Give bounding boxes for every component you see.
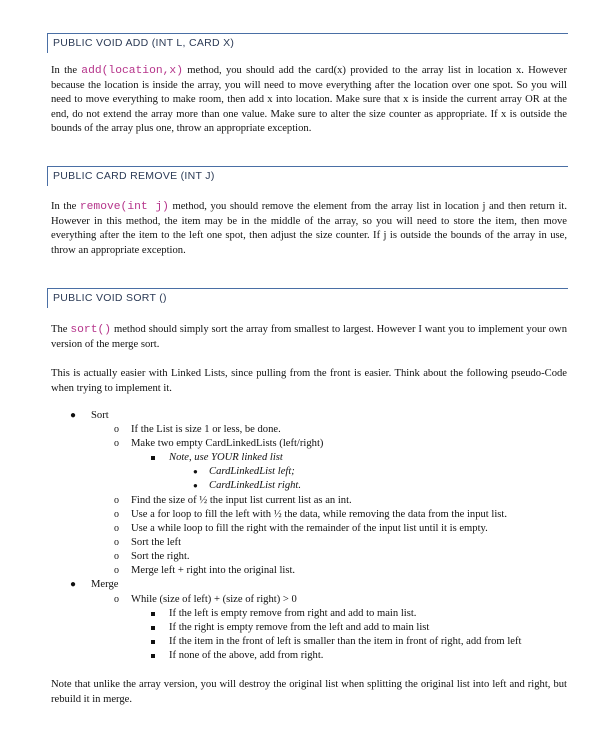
sort-step: Sort the right. bbox=[131, 551, 190, 562]
footer-note: Note that unlike the array version, you will destroy the original list when splitting the original list into left and right, but rebuild it in merge. bbox=[51, 679, 567, 705]
square-bullet-icon bbox=[151, 612, 155, 616]
merge-item: If none of the above, add from right. bbox=[169, 650, 324, 661]
remove-paragraph bbox=[51, 200, 567, 258]
bullet-icon: ● bbox=[193, 481, 198, 490]
circle-bullet-icon: o bbox=[114, 438, 119, 449]
merge-label: Merge bbox=[91, 579, 119, 590]
merge-item: If the item in the front of left is smaller than the item in front of right, add from left bbox=[169, 636, 522, 647]
sort-step: Use a for loop to fill the left with ½ the data, while removing the data from the input list. bbox=[131, 509, 507, 520]
sort-step: Merge left + right into the original list. bbox=[131, 565, 296, 576]
bullet-icon: ● bbox=[193, 467, 198, 476]
sort-label: Sort bbox=[91, 410, 109, 421]
sort-paragraph-2: This is actually easier with Linked Lists, since pulling from the front is easier. Think about the following pseudo-Code when trying to implement it. bbox=[51, 368, 567, 394]
sort-paragraph-post: method should simply sort the array from smallest to largest. However I want you to implement your own version of the merge sort. bbox=[51, 324, 567, 350]
remove-method-code: remove(int j) bbox=[79, 201, 169, 213]
merge-item: If the left is empty remove from right and add to main list. bbox=[169, 608, 417, 619]
circle-bullet-icon: o bbox=[114, 495, 119, 506]
heading-sort-text: PUBLIC VOID SORT () bbox=[53, 292, 167, 304]
circle-bullet-icon: o bbox=[114, 523, 119, 534]
circle-bullet-icon: o bbox=[114, 424, 119, 435]
circle-bullet-icon: o bbox=[114, 594, 119, 605]
circle-bullet-icon: o bbox=[114, 537, 119, 548]
square-bullet-icon bbox=[151, 640, 155, 644]
bullet-icon: ● bbox=[70, 410, 77, 421]
sort-paragraph-pre: The bbox=[51, 324, 71, 335]
sort-step: Find the size of ½ the input list current list as an int. bbox=[131, 495, 352, 506]
add-method-code: add(location,x) bbox=[81, 65, 183, 77]
circle-bullet-icon: o bbox=[114, 565, 119, 576]
sort-step: Make two empty CardLinkedLists (left/right) bbox=[131, 438, 324, 449]
heading-sort bbox=[47, 288, 568, 308]
sort-step: Use a while loop to fill the right with the remainder of the input list until it is empty. bbox=[131, 523, 488, 534]
note-line: Note, use YOUR linked list bbox=[169, 452, 283, 463]
sort-step: If the List is size 1 or less, be done. bbox=[131, 424, 281, 435]
add-paragraph bbox=[51, 64, 567, 137]
bullet-icon: ● bbox=[70, 579, 77, 590]
remove-paragraph-pre: In the bbox=[51, 201, 80, 212]
note-item: CardLinkedList right. bbox=[209, 480, 302, 491]
sort-paragraph-1 bbox=[51, 323, 567, 352]
remove-paragraph-post: method, you should remove the element from the array list in location j and then return it. However in this method, the item may be in the middle of the array, so you will need to store the item, then move everything after the item to the left one spot, then adjust the size counter. If j is outside the bounds of the array in use, throw an appropriate exception. bbox=[51, 201, 567, 256]
merge-step: While (size of left) + (size of right) > 0 bbox=[131, 594, 297, 605]
heading-remove bbox=[47, 166, 568, 186]
circle-bullet-icon: o bbox=[114, 551, 119, 562]
square-bullet-icon bbox=[151, 626, 155, 630]
sort-method-code: sort() bbox=[70, 324, 112, 336]
add-paragraph-pre: In the bbox=[51, 65, 82, 76]
add-paragraph-post: method, you should add the card(x) provided to the array list in location x. However because the location is inside the array, you will need to move everything after the location over one spot. So you will need to move everything to make room, then add x into location. Make sure that x is inside the current array OR at the end, do not extend the array more than one value. Make sure to alter the size counter as appropriate. If x is outside the bounds of the array plus one, throw an appropriate exception. bbox=[51, 65, 567, 135]
circle-bullet-icon: o bbox=[114, 509, 119, 520]
heading-add bbox=[47, 33, 568, 53]
square-bullet-icon bbox=[151, 456, 155, 460]
heading-add-text: PUBLIC VOID ADD (INT L, CARD X) bbox=[53, 37, 235, 49]
heading-remove-text: PUBLIC CARD REMOVE (INT J) bbox=[53, 170, 215, 182]
sort-step: Sort the left bbox=[131, 537, 182, 548]
merge-item: If the right is empty remove from the left and add to main list bbox=[169, 622, 430, 633]
note-item: CardLinkedList left; bbox=[209, 466, 295, 477]
square-bullet-icon bbox=[151, 654, 155, 658]
